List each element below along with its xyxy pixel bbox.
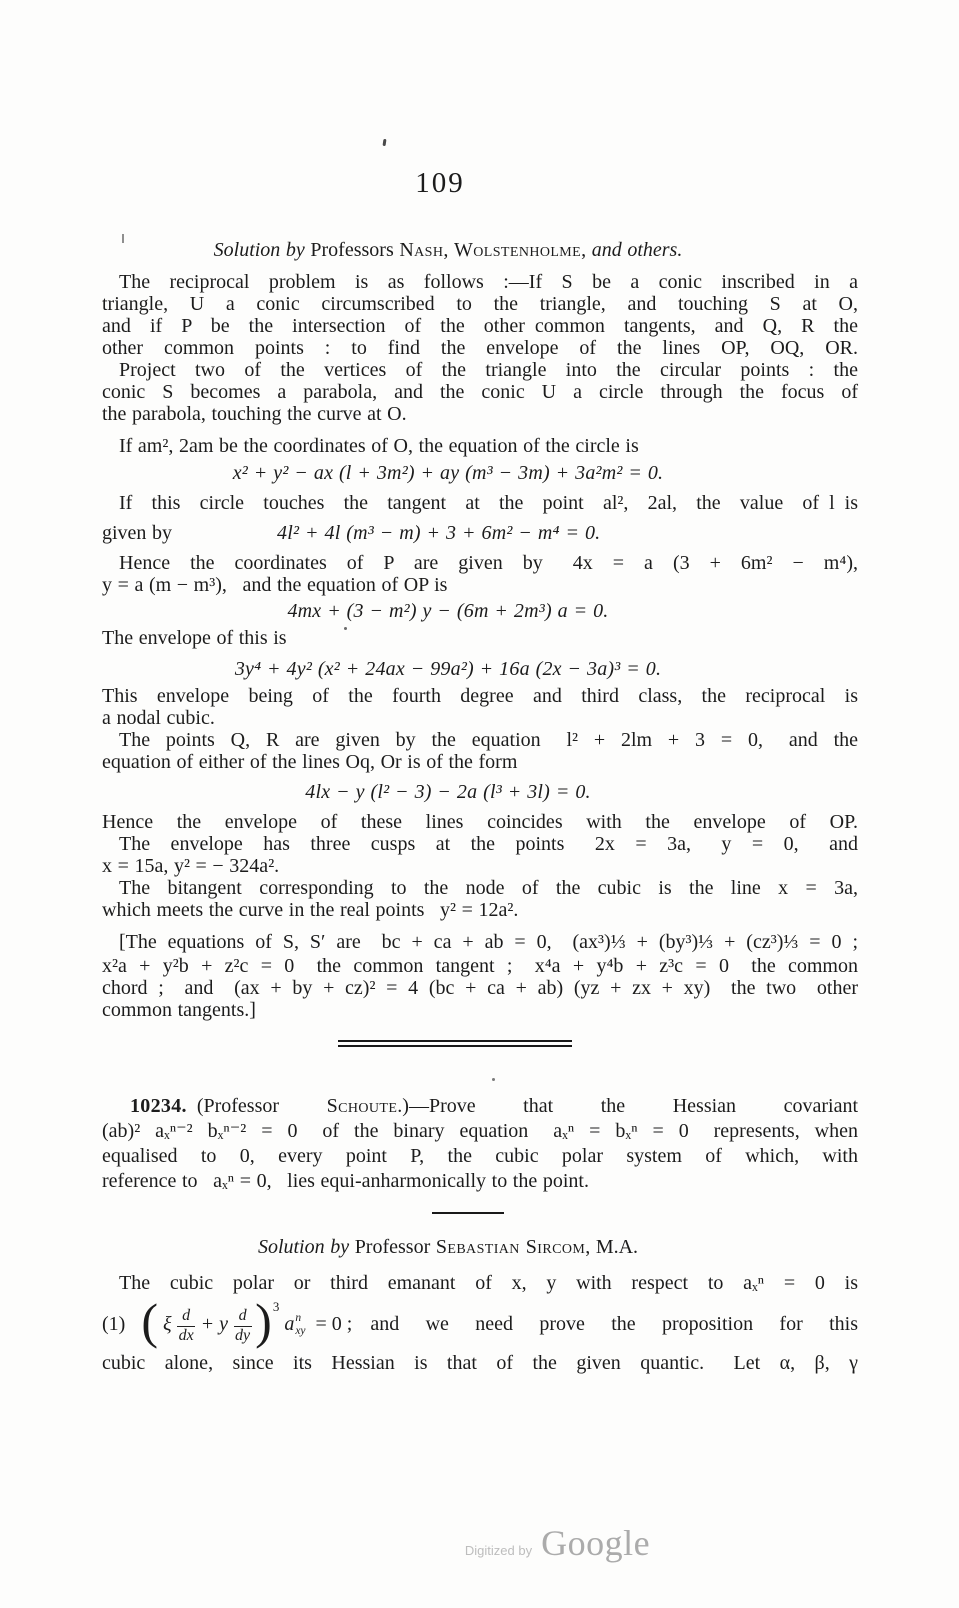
fraction-numerator: d	[177, 1307, 195, 1326]
text-segment: Schoute	[326, 1095, 398, 1117]
digitized-by-label: Digitized by	[464, 1543, 533, 1558]
solution-2-closing-line-1: cubic alone, since its Hessian is that of the given quantic. Let α, β, γ	[102, 1352, 858, 1374]
equation-1-label: (1)	[102, 1312, 126, 1335]
equation-trailing-text: and we need prove the proposition for this	[370, 1312, 858, 1335]
problem-10234-line-3: equalised to 0, every point P, the cubic polar system of which, with	[102, 1145, 858, 1167]
equation-1	[102, 1293, 858, 1352]
solution-1-text-line-24: x = 15a, y² = − 324a².	[102, 855, 280, 877]
solution-1-text-line-11	[102, 522, 858, 544]
a-term-base: a	[284, 1312, 295, 1335]
big-open-paren: (	[141, 1293, 158, 1349]
ink-speck	[383, 139, 387, 146]
fraction-d-dy	[233, 1307, 252, 1345]
text-segment: Solution by	[257, 1236, 355, 1258]
solution-1-text-line-4: other common points : to find the envelope of the lines OP, OQ, OR.	[102, 337, 858, 359]
equals-zero: = 0 ;	[315, 1312, 353, 1335]
rule-line-bottom	[338, 1045, 572, 1047]
solution-1-text-line-5: Project two of the vertices of the triangle into the circular points : the	[119, 359, 858, 381]
google-watermark	[78, 1522, 959, 1564]
solution-1-text-line-27: [The equations of S, S′ are bc + ca + ab = 0, (ax³)⅓ + (by³)⅓ + (cz³)⅓ = 0 ;	[119, 931, 858, 953]
solution-1-text-line-13: y = a (m − m³), and the equation of OP is	[102, 574, 448, 596]
solution-1-text-line-9: x² + y² − ax (l + 3m²) + ay (m³ − 3m) + 3a²m² = 0.	[232, 462, 664, 484]
text-segment: 4l² + 4l (m³ − m) + 3 + 6m² − m⁴ = 0.	[277, 522, 601, 544]
text-segment: 10234.	[130, 1095, 187, 1117]
solution-1-text-line-16: 3y⁴ + 4y² (x² + 24ax − 99a²) + 16a (2x − 3a)³ = 0.	[234, 658, 662, 680]
ink-speck	[122, 234, 124, 243]
attribution-1-line-1	[70, 239, 826, 261]
attribution-2-line-1	[70, 1236, 826, 1258]
ink-speck	[344, 627, 347, 630]
solution-1-text-line-14: 4mx + (3 − m²) y − (6m + 2m³) a = 0.	[287, 600, 609, 622]
big-close-paren: )	[255, 1293, 272, 1349]
solution-2-intro	[102, 1272, 858, 1294]
solution-1-text-line-26: which meets the curve in the real points y² = 12a².	[102, 899, 519, 921]
problem-10234-line-2: (ab)² aₓⁿ⁻² bₓⁿ⁻² = 0 of the binary equation aₓⁿ = bₓⁿ = 0 represents, when	[102, 1120, 858, 1142]
solution-1-text-line-15: The envelope of this is	[102, 627, 287, 649]
solution-1-text-line-12: Hence the coordinates of P are given by 4x = a (3 + 6m² − m⁴),	[119, 552, 858, 574]
solution-1-text-line-22: Hence the envelope of these lines coincides with the envelope of OP.	[102, 811, 858, 833]
xi-symbol: ξ	[162, 1312, 172, 1335]
google-logo: Google	[541, 1523, 651, 1563]
solution-1-text-line-21: 4lx − y (l² − 3) − 2a (l³ + 3l) = 0.	[305, 781, 591, 803]
text-segment: Professors	[310, 239, 400, 261]
a-term-scripts	[295, 1312, 305, 1338]
a-term-subscript: xy	[295, 1325, 306, 1337]
double-rule-divider	[338, 1040, 572, 1047]
solution-2-closing	[102, 1352, 858, 1374]
solution-1-text-line-20: equation of either of the lines Oq, Or is of the form	[102, 751, 518, 773]
solution-1-text	[102, 271, 858, 1021]
exponent-3: 3	[272, 1299, 280, 1314]
solution-1-text-line-2: triangle, U a conic circumscribed to the triangle, and touching S at O,	[102, 293, 858, 315]
short-rule-divider	[432, 1212, 504, 1214]
solution-1-text-line-30: common tangents.]	[102, 999, 256, 1021]
problem-10234	[102, 1094, 858, 1194]
a-term-superscript: n	[295, 1311, 302, 1324]
problem-10234-line-4: reference to aₓⁿ = 0, lies equi-anharmonically to the point.	[102, 1170, 589, 1192]
solution-1-text-line-17: This envelope being of the fourth degree and third class, the reciprocal is	[102, 685, 858, 707]
text-segment: Solution by	[213, 239, 311, 261]
attribution-1	[102, 239, 858, 261]
solution-1-text-line-19: The points Q, R are given by the equation l² + 2lm + 3 = 0, and the	[119, 729, 858, 751]
solution-1-text-line-23: The envelope has three cusps at the points 2x = 3a, y = 0, and	[119, 833, 858, 855]
attribution-2	[102, 1236, 858, 1258]
text-segment: Wolstenholme	[454, 239, 582, 261]
solution-2-intro-line-1: The cubic polar or third emanant of x, y with respect to aₓⁿ = 0 is	[119, 1272, 858, 1294]
text-segment: Sebastian Sircom	[435, 1236, 586, 1258]
text-segment: .)—Prove that the Hessian covariant	[397, 1095, 859, 1117]
solution-1-text-line-1: The reciprocal problem is as follows :—If S be a conic inscribed in a	[119, 271, 858, 293]
solution-1-text-line-29: chord ; and (ax + by + cz)² = 4 (bc + ca + ab) (yz + zx + xy) the two other	[102, 977, 858, 999]
text-segment: and others.	[591, 239, 683, 261]
problem-10234-line-1	[102, 1094, 858, 1119]
page-number: 109	[415, 167, 465, 199]
text-segment: given by	[102, 522, 173, 544]
fraction-denominator: dx	[178, 1326, 194, 1344]
solution-1-text-line-7: the parabola, touching the curve at O.	[102, 403, 407, 425]
text-segment: ,	[443, 239, 454, 261]
solution-1-text-line-3: and if P be the intersection of the other common tangents, and Q, R the	[102, 315, 858, 337]
fraction-numerator: d	[234, 1307, 252, 1326]
text-segment: ,	[581, 239, 592, 261]
solution-1-text-line-6: conic S becomes a parabola, and the conic U a circle through the focus of	[102, 381, 858, 403]
ink-speck	[492, 1078, 495, 1081]
plus-y-term: + y	[200, 1312, 229, 1335]
fraction-denominator: dy	[235, 1326, 251, 1344]
solution-1-text-line-10: If this circle touches the tangent at the point al², 2al, the value of l is	[119, 492, 858, 514]
solution-1-text-line-25: The bitangent corresponding to the node of the cubic is the line x = 3a,	[119, 877, 858, 899]
text-segment: Professor	[354, 1236, 436, 1258]
fraction-d-dx	[177, 1307, 196, 1345]
text-segment: Nash	[399, 239, 444, 261]
text-segment: , M.A.	[585, 1236, 639, 1258]
solution-1-text-line-18: a nodal cubic.	[102, 707, 215, 729]
solution-1-text-line-8: If am², 2am be the coordinates of O, the equation of the circle is	[119, 435, 639, 457]
text-segment: (Professor	[186, 1095, 327, 1117]
rule-line-top	[338, 1040, 572, 1042]
solution-1-text-line-28: x²a + y²b + z²c = 0 the common tangent ; x⁴a + y⁴b + z³c = 0 the common	[102, 955, 858, 977]
